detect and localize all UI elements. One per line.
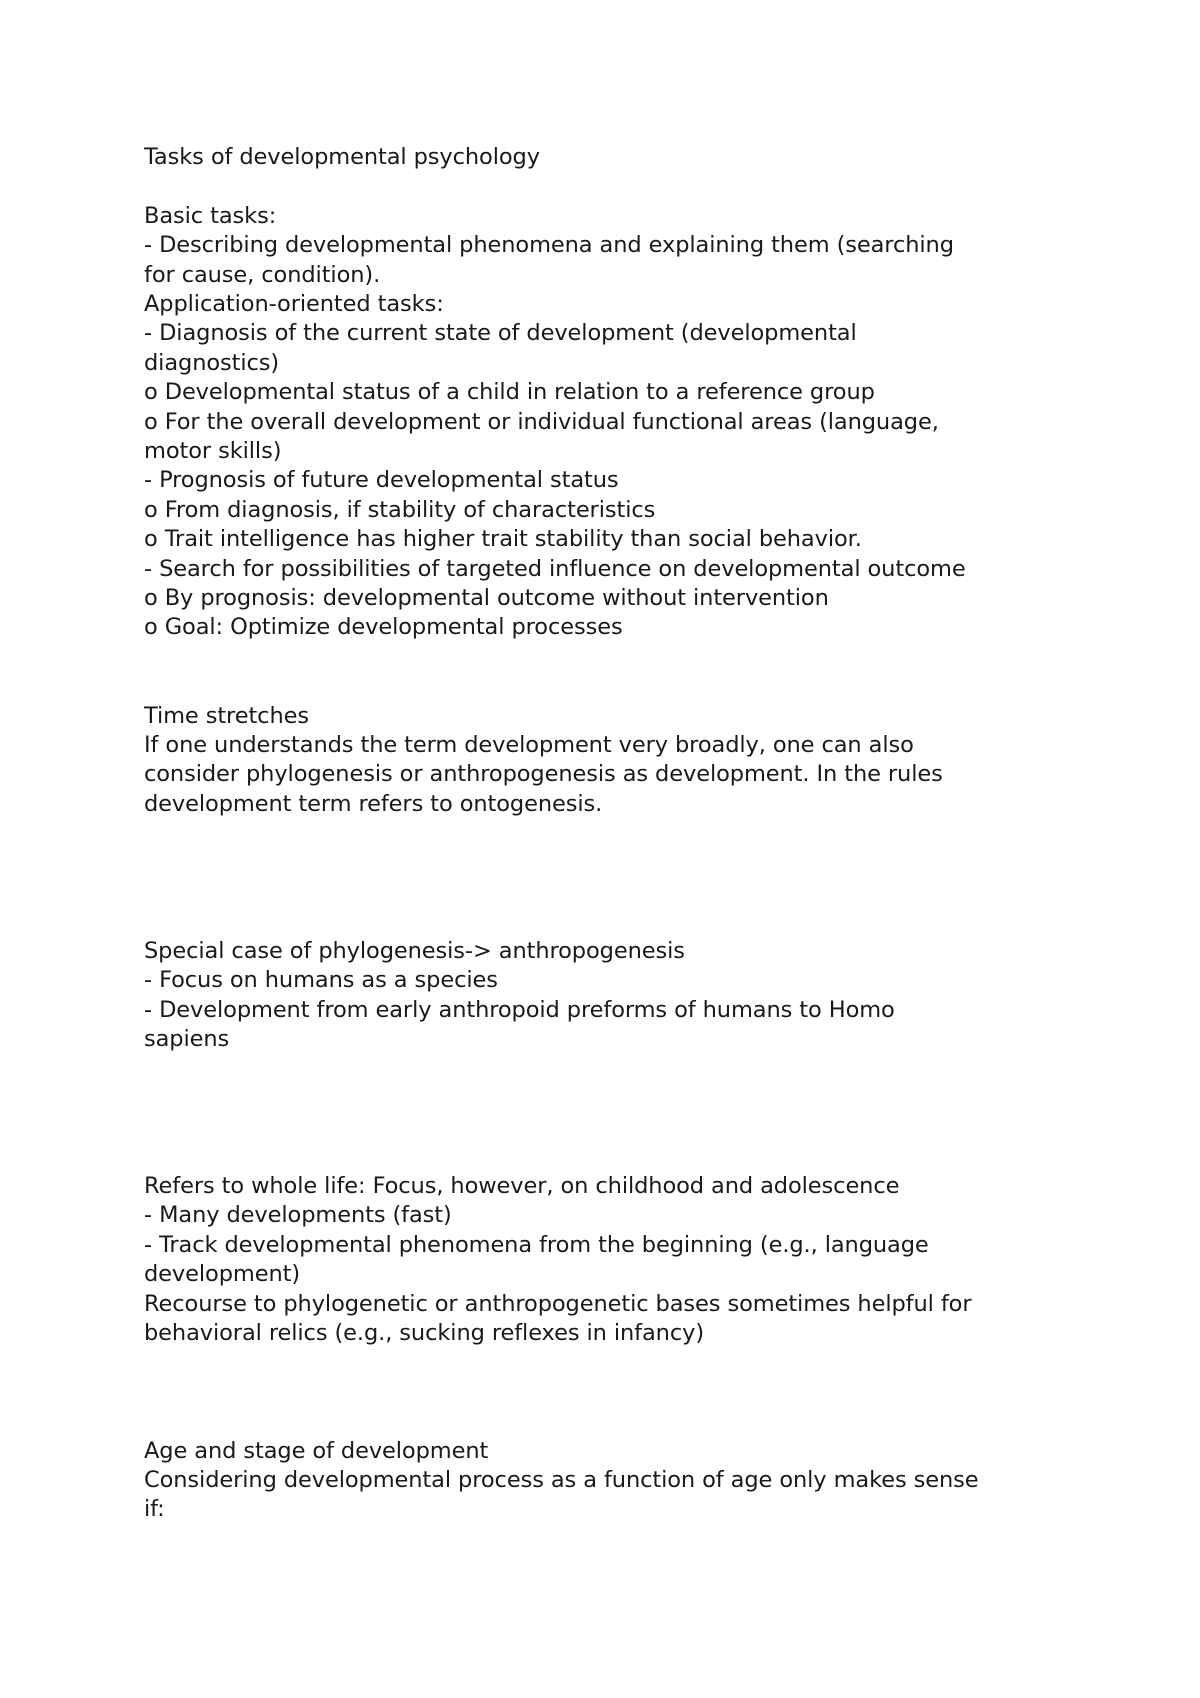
blank-line xyxy=(144,1348,1074,1377)
text-line: o For the overall development or individual functional areas (language, xyxy=(144,408,939,435)
text-line: If one understands the term development very broadly, one can also xyxy=(144,732,914,759)
blank-line xyxy=(144,1113,1074,1142)
blank-line xyxy=(144,1407,1074,1436)
blank-line xyxy=(144,1143,1074,1172)
text-line: Special case of phylogenesis-> anthropogenesis xyxy=(144,937,685,964)
text-line: - Development from early anthropoid preforms of humans to Homo xyxy=(144,996,895,1023)
blank-line xyxy=(144,1084,1074,1113)
text-line: diagnostics) xyxy=(144,349,280,376)
text-line: o Developmental status of a child in relation to a reference group xyxy=(144,379,875,406)
text-line: - Diagnosis of the current state of development (developmental xyxy=(144,320,857,347)
text-line: Tasks of developmental psychology xyxy=(144,144,540,170)
text-line: consider phylogenesis or anthropogenesis as development. In the rules xyxy=(144,761,943,788)
blank-line xyxy=(144,819,1074,848)
blank-line xyxy=(144,1054,1074,1083)
text-line: motor skills) xyxy=(144,438,282,465)
text-line: - Describing developmental phenomena and explaining them (searching xyxy=(144,232,954,259)
text-line: for cause, condition). xyxy=(144,261,381,288)
text-line: - Focus on humans as a species xyxy=(144,967,498,994)
text-line: - Search for possibilities of targeted influence on developmental outcome xyxy=(144,555,966,582)
text-line: behavioral relics (e.g., sucking reflexes in infancy) xyxy=(144,1320,705,1347)
text-line: development term refers to ontogenesis. xyxy=(144,790,603,817)
blank-line xyxy=(144,172,1074,201)
text-line: Refers to whole life: Focus, however, on childhood and adolescence xyxy=(144,1173,900,1200)
text-line: Time stretches xyxy=(144,702,309,729)
text-line: sapiens xyxy=(144,1026,230,1053)
text-line: o Trait intelligence has higher trait stability than social behavior. xyxy=(144,526,862,553)
text-line: o From diagnosis, if stability of characteristics xyxy=(144,496,656,523)
text-line: o Goal: Optimize developmental processes xyxy=(144,614,623,641)
text-line: Age and stage of development xyxy=(144,1437,489,1464)
text-line: Application-oriented tasks: xyxy=(144,291,444,318)
blank-line xyxy=(144,1378,1074,1407)
blank-line xyxy=(144,672,1074,701)
blank-line xyxy=(144,907,1074,936)
document-body xyxy=(144,143,1074,1525)
text-line: - Track developmental phenomena from the beginning (e.g., language xyxy=(144,1231,929,1258)
blank-line xyxy=(144,643,1074,672)
text-line: Recourse to phylogenetic or anthropogenetic bases sometimes helpful for xyxy=(144,1290,972,1317)
text-line: o By prognosis: developmental outcome without intervention xyxy=(144,585,829,612)
blank-line xyxy=(144,849,1074,878)
text-line: development) xyxy=(144,1261,301,1288)
text-line: - Prognosis of future developmental status xyxy=(144,467,619,494)
text-line: - Many developments (fast) xyxy=(144,1202,452,1229)
blank-line xyxy=(144,878,1074,907)
text-line: Basic tasks: xyxy=(144,202,277,229)
text-line: if: xyxy=(144,1496,165,1523)
text-line: Considering developmental process as a function of age only makes sense xyxy=(144,1467,979,1494)
